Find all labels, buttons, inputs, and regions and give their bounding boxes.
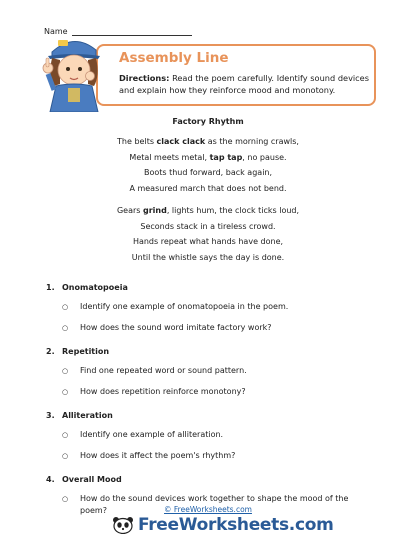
question-number: 2. xyxy=(46,347,55,356)
circle-bullet-icon: ○ xyxy=(62,367,69,375)
sub-question xyxy=(62,301,376,313)
sub-question xyxy=(62,450,376,462)
circle-bullet-icon: ○ xyxy=(62,431,69,439)
sub-question-text: How does it affect the poem's rhythm? xyxy=(80,451,236,460)
question xyxy=(46,283,376,334)
circle-bullet-icon: ○ xyxy=(62,495,69,503)
poem-line xyxy=(0,203,416,219)
circle-bullet-icon: ○ xyxy=(62,324,69,332)
poem-line xyxy=(0,234,416,250)
sub-question-text: How does repetition reinforce monotony? xyxy=(80,387,246,396)
poem-line xyxy=(0,165,416,181)
question-number: 1. xyxy=(46,283,55,292)
poem-line xyxy=(0,150,416,166)
poem-text: Until the whistle says the day is done. xyxy=(131,252,285,262)
footer-link[interactable]: © FreeWorksheets.com xyxy=(164,505,252,514)
sub-question xyxy=(62,322,376,334)
sub-question xyxy=(62,386,376,398)
name-label: Name xyxy=(44,27,68,36)
sub-question xyxy=(62,365,376,377)
poem-stanza xyxy=(0,203,416,265)
directions-text: Read the poem carefully. Identify sound devices and explain how they reinforce mood and monotony. xyxy=(119,73,369,95)
sub-question-text: Identify one example of onomatopoeia in the poem. xyxy=(80,302,289,311)
sound-word: grind xyxy=(142,206,167,215)
panda-icon xyxy=(112,516,134,534)
circle-bullet-icon: ○ xyxy=(62,452,69,460)
poem-text: Boots thud forward, back again, xyxy=(143,168,273,177)
poem-text: A measured march that does not bend. xyxy=(129,183,287,193)
question-title xyxy=(46,411,376,420)
brand-logo xyxy=(112,515,334,535)
poem-title: Factory Rhythm xyxy=(172,117,244,126)
questions-list xyxy=(46,283,376,517)
sub-question xyxy=(62,429,376,441)
sound-word: clack clack xyxy=(156,137,206,146)
poem-text: , lights hum, the clock ticks loud, xyxy=(166,206,300,215)
question-title xyxy=(46,283,376,292)
brand-name: FreeWorksheets.com xyxy=(138,515,334,535)
poem-text: The belts xyxy=(117,137,157,146)
directions-label: Directions: xyxy=(119,73,170,83)
question-heading: Repetition xyxy=(62,347,110,356)
question-title xyxy=(46,347,376,356)
poem-line xyxy=(0,219,416,235)
question-number: 3. xyxy=(46,411,55,420)
poem-line xyxy=(0,134,416,150)
poem-text: as the morning crawls, xyxy=(205,137,299,146)
worksheet-title: Assembly Line xyxy=(119,50,229,66)
circle-bullet-icon: ○ xyxy=(62,388,69,396)
question xyxy=(46,411,376,462)
question-title xyxy=(46,475,376,484)
sub-question-text: Find one repeated word or sound pattern. xyxy=(80,366,247,375)
factory-worker-illustration xyxy=(38,30,112,112)
question-number: 4. xyxy=(46,475,55,484)
directions xyxy=(119,72,369,96)
circle-bullet-icon: ○ xyxy=(62,303,69,311)
sub-question-text: How does the sound word imitate factory work? xyxy=(80,323,272,332)
sound-word: tap tap xyxy=(209,152,243,162)
poem-stanza xyxy=(0,134,416,196)
question xyxy=(46,347,376,398)
poem-text: Seconds stack in a tireless crowd. xyxy=(140,221,276,231)
poem xyxy=(0,134,416,265)
sub-question-text: How do the sound devices work together to shape the mood of the poem? xyxy=(80,494,349,515)
poem-text: Metal meets metal, xyxy=(129,152,210,162)
poem-text: Hands repeat what hands have done, xyxy=(132,237,284,246)
poem-line xyxy=(0,250,416,266)
question-heading: Overall Mood xyxy=(62,475,122,484)
poem-text: Gears xyxy=(116,206,143,215)
question-heading: Onomatopoeia xyxy=(62,283,128,292)
question-heading: Alliteration xyxy=(62,411,113,420)
poem-text: , no pause. xyxy=(242,152,287,162)
poem-line xyxy=(0,181,416,197)
header-box xyxy=(96,44,376,106)
sub-question-text: Identify one example of alliteration. xyxy=(80,430,224,439)
